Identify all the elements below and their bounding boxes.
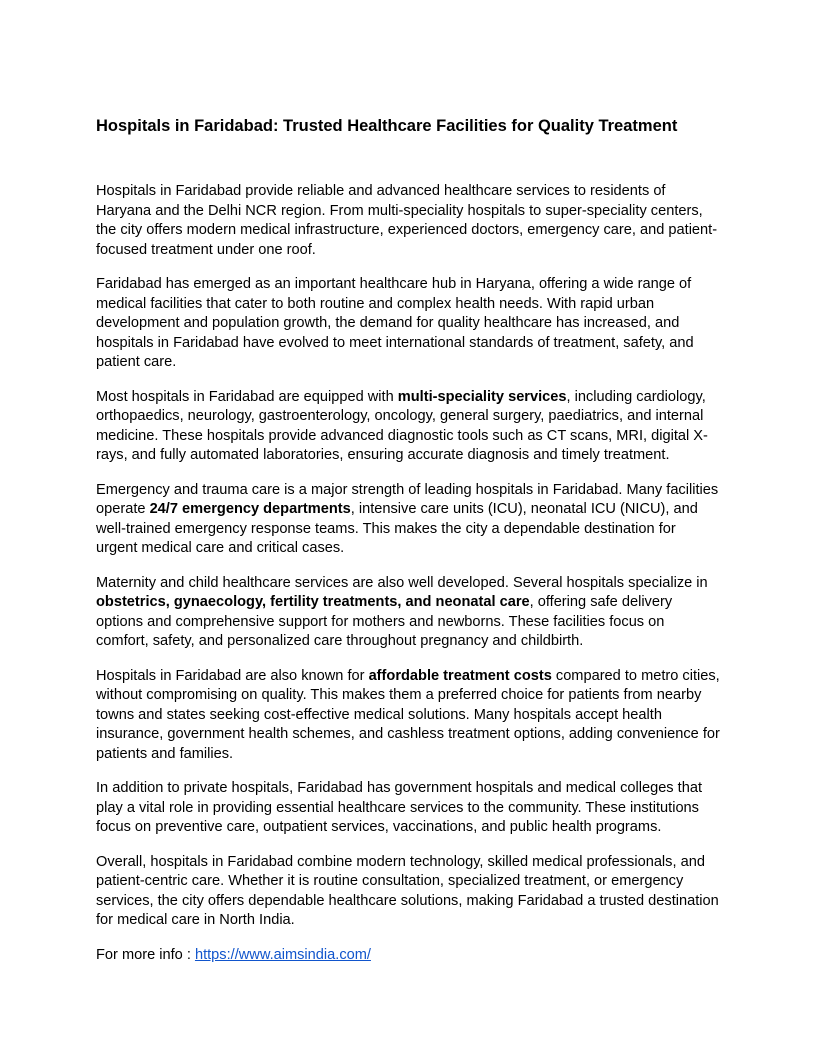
paragraph-text: Most hospitals in Faridabad are equipped with — [96, 388, 398, 405]
paragraph-text: , intensive care units (ICU), neonatal ICU (NICU), and well-trained emergency response teams. This makes the city a dependable destination for urgent medical care and critical cases. — [96, 501, 698, 556]
body-paragraph — [96, 481, 720, 559]
document-body — [96, 182, 720, 931]
paragraph-text: Hospitals in Faridabad provide reliable and advanced healthcare services to residents of Haryana and the Delhi NCR region. From multi-speciality hospitals to super-speciality centers, the city offers modern medical infrastructure, experienced doctors, emergency care, and patient-focused treatment under one roof. — [96, 183, 718, 258]
paragraph-text: In addition to private hospitals, Faridabad has government hospitals and medical colleges that play a vital role in providing essential healthcare services to the community. These institutions focus on preventive care, outpatient services, vaccinations, and public health programs. — [96, 780, 703, 835]
document-page — [96, 114, 720, 980]
paragraph-text: , including cardiology, orthopaedics, neurology, gastroenterology, oncology, general surgery, paediatrics, and internal medicine. These hospitals provide advanced diagnostic tools such as CT scans, MRI, digital X-rays, and fully automated laboratories, ensuring accurate diagnosis and timely treatment. — [96, 388, 708, 463]
bold-phrase: 24/7 emergency departments — [149, 501, 351, 517]
paragraph-text: Maternity and child healthcare services are also well developed. Several hospitals specialize in — [96, 574, 708, 591]
body-paragraph — [96, 667, 720, 765]
body-paragraph — [96, 574, 720, 652]
body-paragraph — [96, 275, 720, 373]
paragraph-text: , offering safe delivery options and comprehensive support for mothers and newborns. These facilities focus on comfort, safety, and personalized care throughout pregnancy and childbirth. — [96, 594, 673, 649]
body-paragraph — [96, 182, 720, 260]
bold-phrase: multi-speciality services — [397, 388, 567, 405]
paragraph-text: Overall, hospitals in Faridabad combine modern technology, skilled medical professionals, and patient-centric care. Whether it is routine consultation, specialized treatment, or emergency services, the city offers dependable healthcare solutions, making Faridabad a trusted destination for medical care in North India. — [96, 853, 719, 928]
paragraph-text: compared to metro cities, without compromising on quality. This makes them a preferred choice for patients from nearby towns and states seeking cost-effective medical solutions. Many hospitals accept health insurance, government health schemes, and cashless treatment options, adding convenience for patients and families. — [96, 667, 720, 762]
paragraph-text: Emergency and trauma care is a major strength of leading hospitals in Faridabad. Many facilities operate — [96, 481, 719, 517]
body-paragraph — [96, 388, 720, 466]
page-title: Hospitals in Faridabad: Trusted Healthcare Facilities for Quality Treatment — [96, 117, 678, 135]
body-paragraph — [96, 779, 720, 838]
more-info-label: For more info : — [96, 946, 195, 963]
bold-phrase: affordable treatment costs — [368, 667, 552, 684]
paragraph-text: Hospitals in Faridabad are also known for — [96, 667, 369, 684]
body-paragraph — [96, 853, 720, 931]
website-link[interactable]: https://www.aimsindia.com/ — [194, 946, 371, 963]
bold-phrase: obstetrics, gynaecology, fertility treatments, and neonatal care — [96, 594, 530, 610]
more-info-line — [96, 946, 720, 966]
paragraph-text: Faridabad has emerged as an important healthcare hub in Haryana, offering a wide range of medical facilities that cater to both routine and complex health needs. With rapid urban development and population growth, the demand for quality healthcare has increased, and hospitals in Faridabad have evolved to meet international standards of treatment, safety, and patient care. — [96, 276, 694, 370]
